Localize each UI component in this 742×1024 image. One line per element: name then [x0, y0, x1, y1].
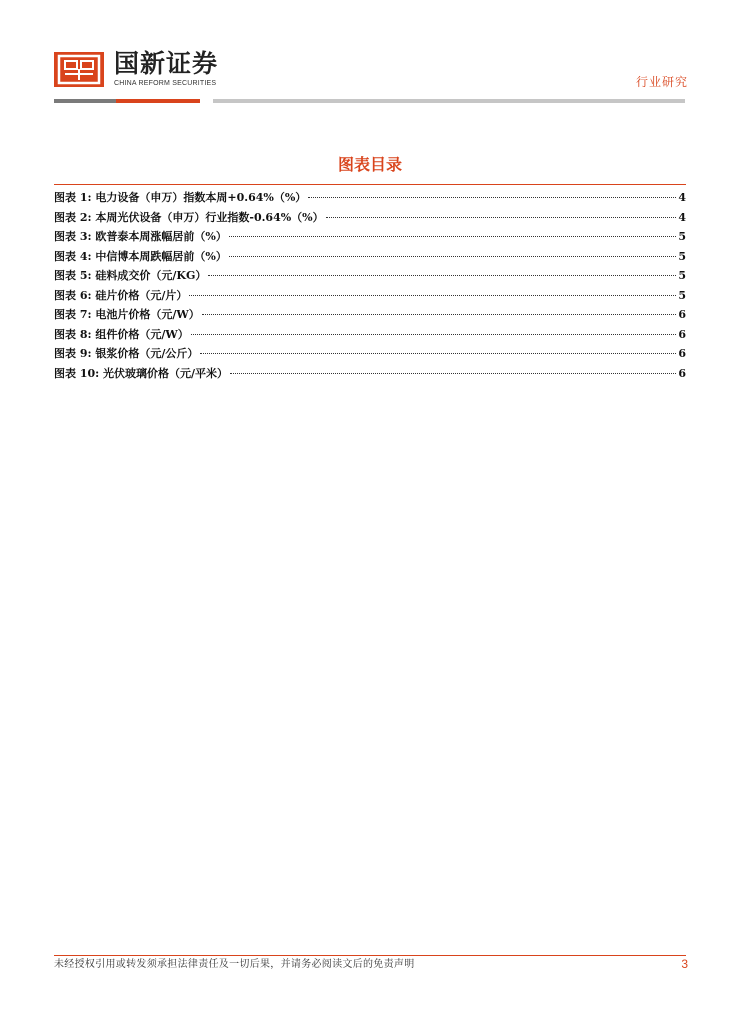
toc-entry-text: 图表 7: 电池片价格（元/W）	[54, 308, 200, 321]
toc-entry-page: 6	[678, 366, 686, 380]
toc-entry-text: 图表 6: 硅片价格（元/片）	[54, 288, 188, 302]
toc-entry-page: 6	[678, 327, 686, 341]
toc-leader-dots	[230, 373, 676, 374]
toc-leader-dots	[229, 236, 677, 237]
toc-entry-page: 5	[678, 288, 686, 302]
header-bar-accent	[116, 99, 200, 103]
toc-entry[interactable]	[54, 286, 686, 306]
toc-entry[interactable]	[54, 247, 686, 267]
toc-entry[interactable]	[54, 344, 686, 364]
toc-leader-dots	[202, 314, 677, 315]
footer-divider	[54, 955, 686, 956]
toc-entry[interactable]	[54, 364, 686, 384]
toc-entry-page: 5	[678, 269, 686, 282]
toc-leader-dots	[229, 256, 677, 257]
toc-entry[interactable]	[54, 208, 686, 228]
toc-entry-page: 6	[678, 308, 686, 321]
toc-entry-page: 4	[678, 191, 686, 204]
header-bar-light	[213, 99, 685, 103]
toc-entry-text: 图表 5: 硅料成交价（元/KG）	[54, 269, 207, 282]
toc-entry[interactable]	[54, 325, 686, 345]
company-name-en: CHINA REFORM SECURITIES	[114, 80, 217, 87]
toc-entry-text: 图表 8: 组件价格（元/W）	[54, 327, 189, 341]
toc-leader-dots	[189, 295, 676, 296]
toc-entry-text: 图表 3: 欧普泰本周涨幅居前（%）	[54, 230, 227, 243]
toc-entry-text: 图表 1: 电力设备（申万）指数本周+0.64%（%）	[54, 191, 307, 204]
toc-leader-dots	[191, 334, 677, 335]
toc-entry[interactable]	[54, 188, 686, 208]
toc-divider	[54, 184, 686, 185]
toc-entry-page: 5	[678, 230, 686, 243]
toc-leader-dots	[308, 197, 676, 198]
toc-leader-dots	[200, 353, 676, 354]
toc-entry-text: 图表 2: 本周光伏设备（申万）行业指数-0.64%（%）	[54, 210, 324, 224]
toc-entry[interactable]	[54, 305, 686, 325]
toc-entry-text: 图表 10: 光伏玻璃价格（元/平米）	[54, 366, 229, 380]
company-logo-icon	[54, 52, 104, 87]
toc-title: 图表目录	[337, 155, 402, 174]
toc-entry-text: 图表 9: 银浆价格（元/公斤）	[54, 347, 199, 360]
header-bar-dark	[54, 99, 116, 103]
toc-entry-page: 5	[678, 249, 686, 263]
toc-leader-dots	[326, 217, 677, 218]
page-number: 3	[681, 957, 688, 971]
report-category: 行业研究	[635, 75, 688, 89]
toc-entry[interactable]	[54, 227, 686, 247]
footer-disclaimer: 未经授权引用或转发须承担法律责任及一切后果，并请务必阅读文后的免责声明	[54, 959, 415, 970]
toc-leader-dots	[208, 275, 676, 276]
toc-entry[interactable]	[54, 266, 686, 286]
toc-list	[54, 188, 686, 383]
company-name-cn: 国新证券	[114, 49, 219, 78]
toc-entry-text: 图表 4: 中信博本周跌幅居前（%）	[54, 249, 227, 263]
toc-entry-page: 4	[678, 210, 686, 224]
toc-entry-page: 6	[678, 347, 686, 360]
